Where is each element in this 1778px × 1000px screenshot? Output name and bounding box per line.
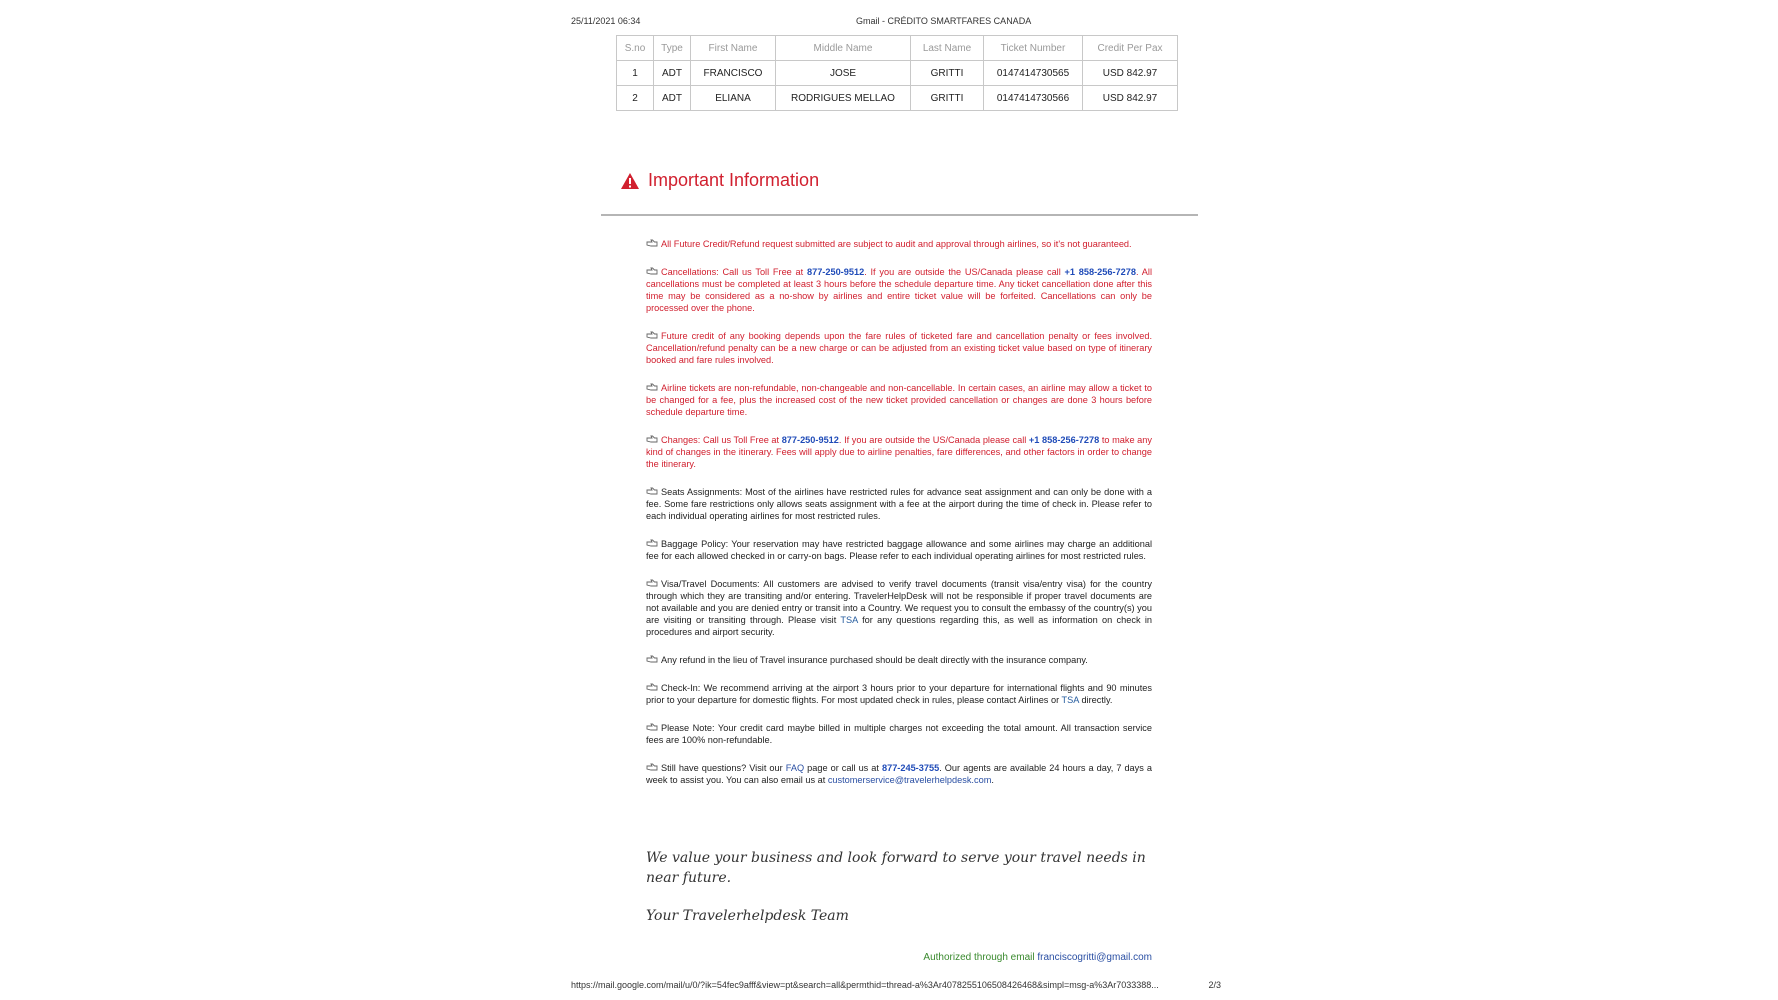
cell-last-name: GRITTI xyxy=(911,86,984,111)
note-visa: Visa/Travel Documents: All customers are advised to verify travel documents (transit visa/entry visa) for the country through which they are transiting and/or entering. TravelerHelpDesk will not be responsible if proper travel documents are not available and you are denied entry or transit into a Country. We request you to consult the embassy of the country(s) you are visiting or transiting through. Please visit TSA for any questions regarding this, as well as information on check in procedures and airport security. xyxy=(646,579,1153,637)
pointing-hand-icon xyxy=(646,330,658,340)
phone-link[interactable]: 877-250-9512 xyxy=(806,267,865,277)
note-cancellations: Cancellations: Call us Toll Free at 877-250-9512. If you are outside the US/Canada please call +1 858-256-7278. All cancellations must be completed at least 3 hours before the schedule departure time. Any ticket cancellation done after this time may be considered as a no-show by airlines and entire ticket value will be forfeited. Cancellations can only be processed over the phone. xyxy=(646,267,1152,313)
pointing-hand-icon xyxy=(646,382,658,392)
pointing-hand-icon xyxy=(646,238,658,248)
pointing-hand-icon xyxy=(646,486,658,496)
tsa-link[interactable]: TSA xyxy=(1061,695,1079,705)
col-header-first-name: First Name xyxy=(691,36,776,61)
col-header-ticket-number: Ticket Number xyxy=(984,36,1083,61)
pointing-hand-icon xyxy=(646,538,658,548)
col-header-sno: S.no xyxy=(617,36,654,61)
important-info-header xyxy=(620,170,819,191)
page-number: 2/3 xyxy=(1208,980,1221,990)
print-date: 25/11/2021 06:34 xyxy=(571,16,641,26)
faq-link[interactable]: FAQ xyxy=(785,763,805,773)
cell-type: ADT xyxy=(654,86,691,111)
pointing-hand-icon xyxy=(646,266,658,276)
note-future-credit: All Future Credit/Refund request submitted are subject to audit and approval through airlines, so it's not guaranteed. xyxy=(646,238,1152,250)
note-insurance: Any refund in the lieu of Travel insurance purchased should be dealt directly with the insurance company. xyxy=(646,654,1152,666)
warning-icon xyxy=(620,172,640,190)
signature: Your Travelerhelpdesk Team xyxy=(646,908,849,924)
cell-credit: USD 842.97 xyxy=(1083,86,1178,111)
pointing-hand-icon xyxy=(646,434,658,444)
divider xyxy=(601,214,1198,216)
note-baggage: Baggage Policy: Your reservation may have restricted baggage allowance and some airlines may charge an additional fee for each allowed checked in or carry-on bags. Please refer to each individual operating airlines for most restricted rules. xyxy=(646,539,1152,561)
note-check-in: Check-In: We recommend arriving at the airport 3 hours prior to your departure for international flights and 90 minutes prior to your departure for domestic flights. For most updated check in rules, please contact Airlines or TSA directly. xyxy=(646,683,1152,705)
note-non-refundable: Airline tickets are non-refundable, non-changeable and non-cancellable. In certain cases, an airline may allow a ticket to be changed for a fee, plus the increased cost of the new ticket provided cancellation or changes are done 3 hours before schedule departure time. xyxy=(646,383,1152,417)
cell-last-name: GRITTI xyxy=(911,61,984,86)
authorized-label: Authorized through email xyxy=(923,952,1038,963)
cell-first-name: ELIANA xyxy=(691,86,776,111)
cell-middle-name: RODRIGUES MELLAO xyxy=(776,86,911,111)
cell-sno: 1 xyxy=(617,61,654,86)
authorized-line xyxy=(646,952,1152,963)
pointing-hand-icon xyxy=(646,682,658,692)
phone-link[interactable]: +1 858-256-7278 xyxy=(1064,267,1136,277)
passenger-table xyxy=(616,35,1178,111)
notes-list xyxy=(646,238,1152,802)
col-header-last-name: Last Name xyxy=(911,36,984,61)
phone-link[interactable]: 877-250-9512 xyxy=(781,435,839,445)
closing-message: We value your business and look forward to serve your travel needs in near future. xyxy=(646,850,1146,886)
cell-middle-name: JOSE xyxy=(776,61,911,86)
cell-first-name: FRANCISCO xyxy=(691,61,776,86)
table-row xyxy=(617,86,1178,111)
print-url: https://mail.google.com/mail/u/0/?ik=54fec9afff&view=pt&search=all&permthid=thread-a%3Ar4078255106508426468&simpl=msg-a%3Ar7033388... xyxy=(571,980,1159,990)
col-header-type: Type xyxy=(654,36,691,61)
print-title: Gmail - CRÉDITO SMARTFARES CANADA xyxy=(856,16,1032,26)
cell-sno: 2 xyxy=(617,86,654,111)
phone-link[interactable]: 877-245-3755 xyxy=(881,763,940,773)
note-seats: Seats Assignments: Most of the airlines have restricted rules for advance seat assignment and can only be done with a fee. Some fare restrictions only allows seats assignment with a fee at the airport during the time of check in. Please refer to each individual operating airlines for most restricted rules. xyxy=(646,487,1152,521)
tsa-link[interactable]: TSA xyxy=(840,615,858,625)
pointing-hand-icon xyxy=(646,578,658,588)
support-email-link[interactable]: customerservice@travelerhelpdesk.com xyxy=(827,775,992,785)
pointing-hand-icon xyxy=(646,654,658,664)
cell-type: ADT xyxy=(654,61,691,86)
cell-credit: USD 842.97 xyxy=(1083,61,1178,86)
important-info-title: Important Information xyxy=(648,170,820,190)
pointing-hand-icon xyxy=(646,722,658,732)
note-fare-rules: Future credit of any booking depends upon the fare rules of ticketed fare and cancellation penalty or fees involved. Cancellation/refund penalty can be a new charge or can be adjusted from an existing ticket value based on type of itinerary booked and fare rules involved. xyxy=(646,331,1152,365)
note-billing: Please Note: Your credit card maybe billed in multiple charges not exceeding the total amount. All transaction service fees are 100% non-refundable. xyxy=(646,723,1152,745)
phone-link[interactable]: +1 858-256-7278 xyxy=(1028,435,1100,445)
col-header-middle-name: Middle Name xyxy=(776,36,911,61)
cell-ticket-number: 0147414730566 xyxy=(984,86,1083,111)
authorized-email-link[interactable]: franciscogritti@gmail.com xyxy=(1037,952,1152,963)
table-row xyxy=(617,61,1178,86)
note-questions: Still have questions? Visit our FAQ page or call us at 877-245-3755. Our agents are available 24 hours a day, 7 days a week to assist you. You can also email us at customerservice@travelerhelpdesk.com. xyxy=(646,763,1152,785)
table-header-row xyxy=(617,36,1178,61)
note-changes: Changes: Call us Toll Free at 877-250-9512. If you are outside the US/Canada please call +1 858-256-7278 to make any kind of changes in the itinerary. Fees will apply due to airline penalties, fare differences, and other factors in order to change the itinerary. xyxy=(646,435,1152,469)
pointing-hand-icon xyxy=(646,762,658,772)
cell-ticket-number: 0147414730565 xyxy=(984,61,1083,86)
col-header-credit-per-pax: Credit Per Pax xyxy=(1083,36,1178,61)
